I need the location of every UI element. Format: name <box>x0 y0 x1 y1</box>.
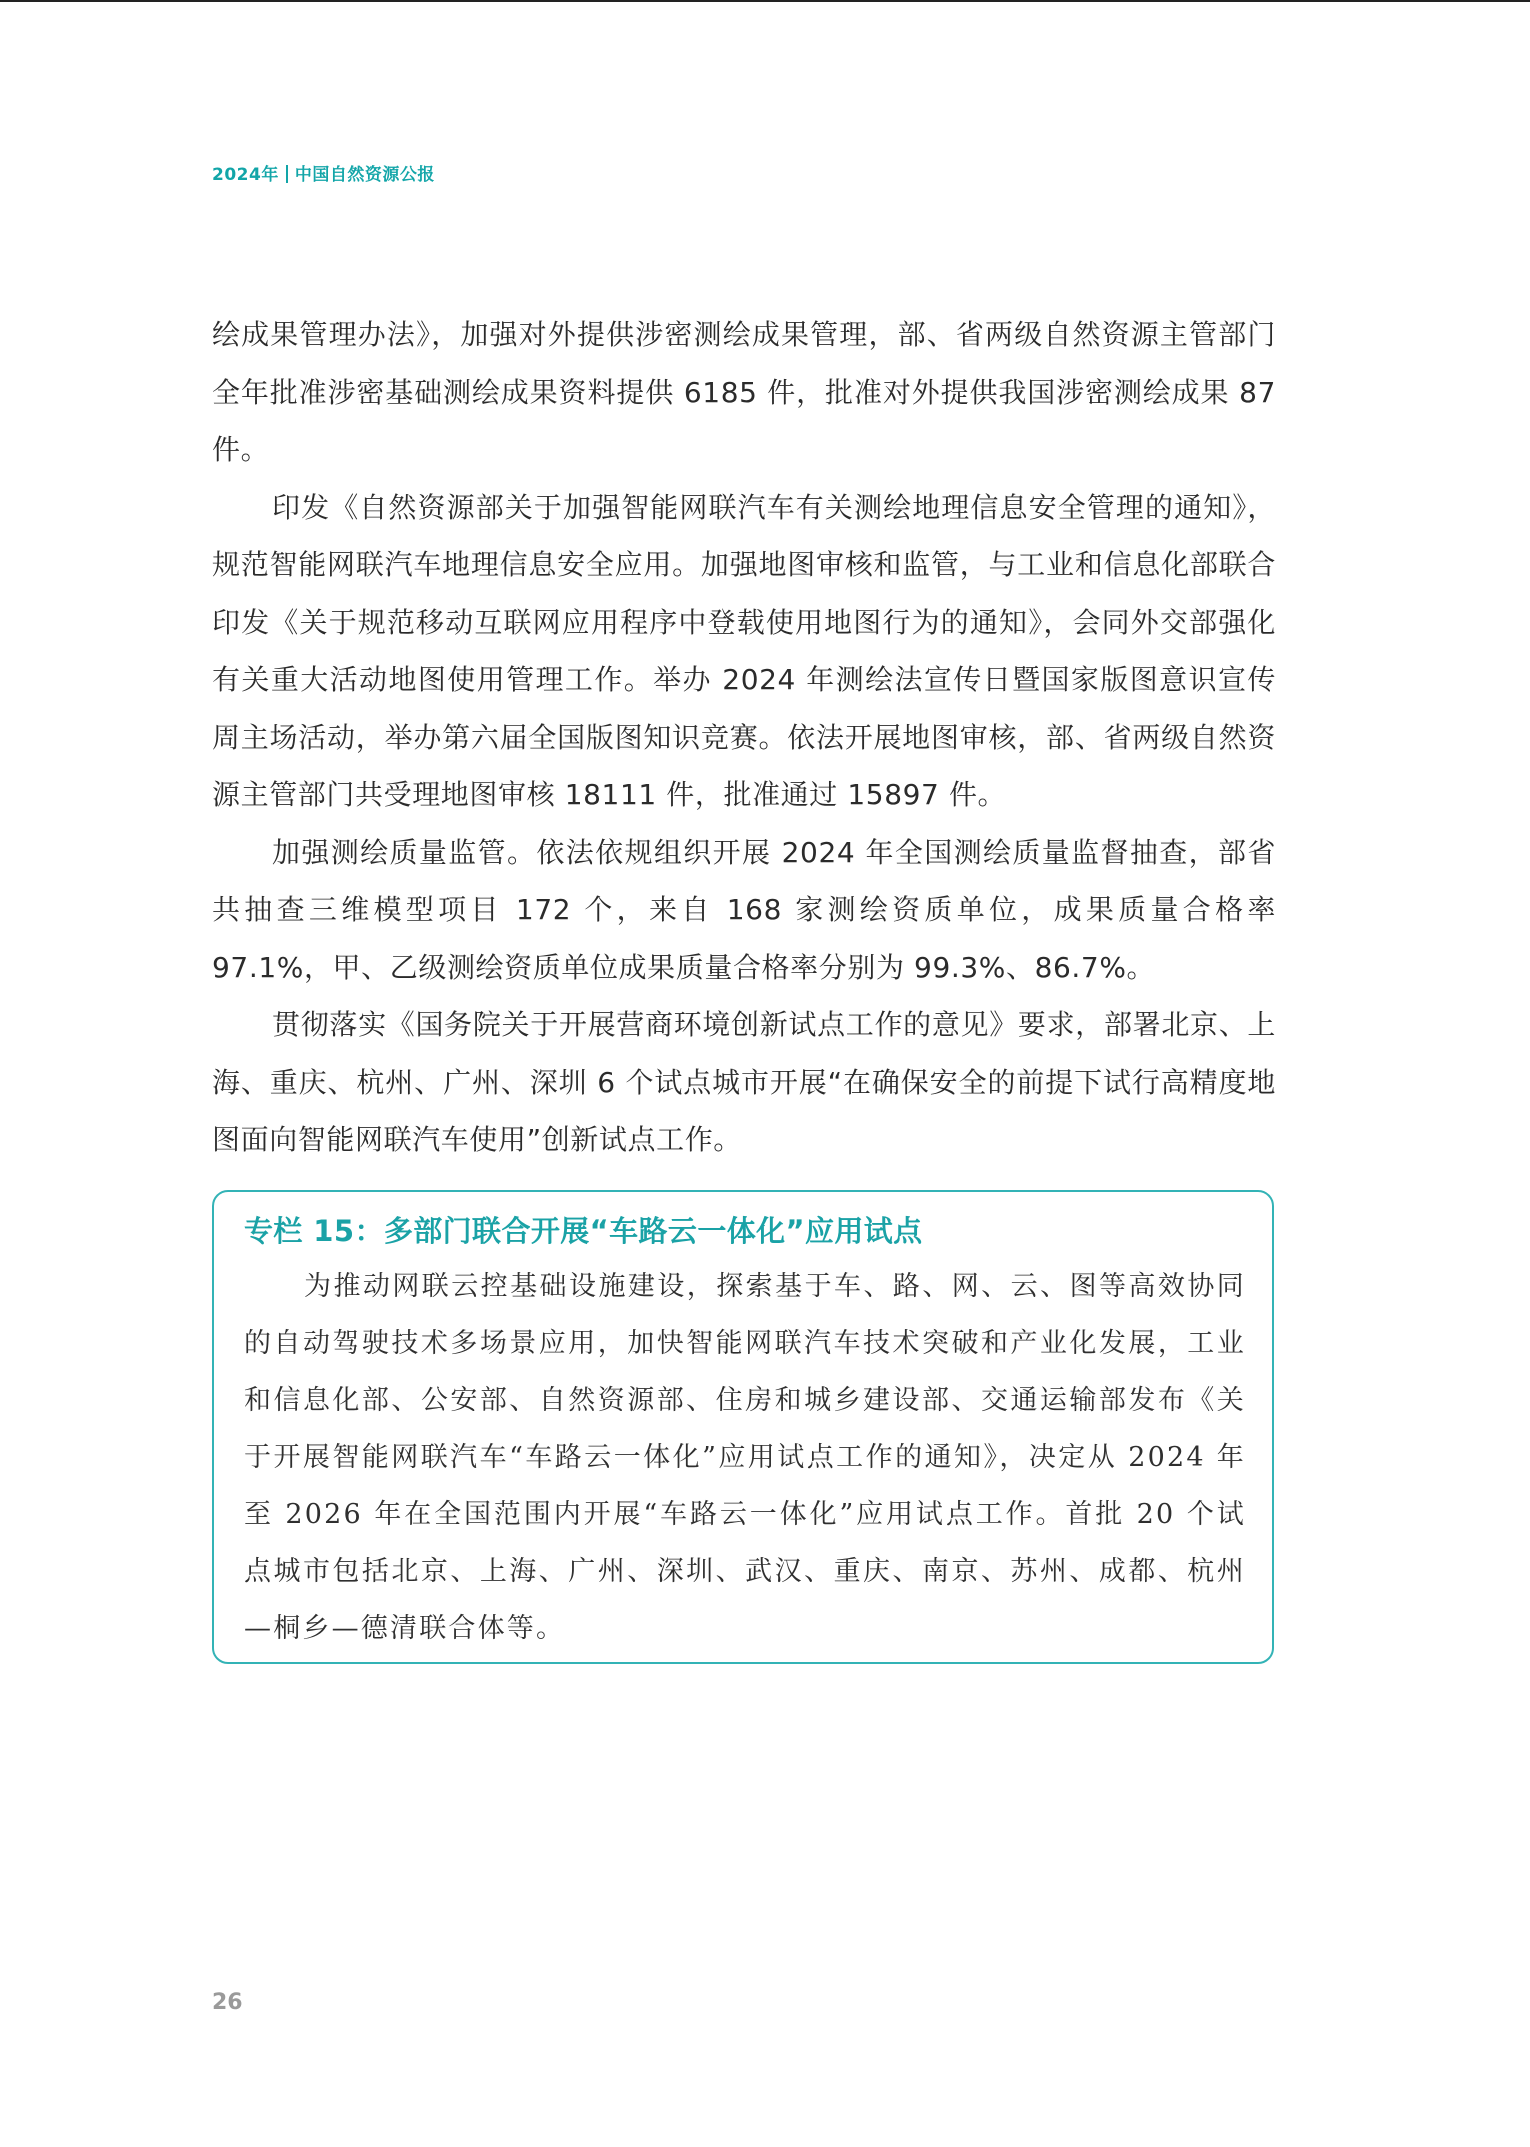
paragraph-pilot-cities: 贯彻落实《国务院关于开展营商环境创新试点工作的意见》要求，部署北京、上海、重庆、杭州、广州、深圳 6 个试点城市开展“在确保安全的前提下试行高精度地图面向智能网联汽车使用”创新试点工作。 <box>212 1008 1276 1156</box>
column-box <box>212 1190 1274 1664</box>
header-year: 2024年 <box>212 165 279 185</box>
paragraph-map-security: 印发《自然资源部关于加强智能网联汽车有关测绘地理信息安全管理的通知》，规范智能网联汽车地理信息安全应用。加强地图审核和监管，与工业和信息化部联合印发《关于规范移动互联网应用程序中登载使用地图行为的通知》，会同外交部强化有关重大活动地图使用管理工作。举办 2024 年测绘法宣传日暨国家版图意识宣传周主场活动，举办第六届全国版图知识竞赛。依法开展地图审核，部、省两级自然资源主管部门共受理地图审核 18111 件，批准通过 15897 件。 <box>212 490 1276 811</box>
body-text <box>212 306 1276 1169</box>
page-number: 26 <box>212 1990 243 2015</box>
paragraph-continued: 绘成果管理办法》，加强对外提供涉密测绘成果管理，部、省两级自然资源主管部门全年批准涉密基础测绘成果资料提供 6185 件，批准对外提供我国涉密测绘成果 87 件。 <box>212 318 1276 466</box>
top-rule <box>0 0 1530 2</box>
running-header <box>212 160 435 185</box>
column-box-title: 专栏 15：多部门联合开展“车路云一体化”应用试点 <box>244 1214 923 1248</box>
paragraph-quality-supervision: 加强测绘质量监管。依法依规组织开展 2024 年全国测绘质量监督抽查，部省共抽查三维模型项目 172 个，来自 168 家测绘资质单位，成果质量合格率 97.1%，甲、乙级测绘资质单位成果质量合格率分别为 99.3%、86.7%。 <box>212 835 1276 984</box>
column-box-text: 为推动网联云控基础设施建设，探索基于车、路、网、云、图等高效协同的自动驾驶技术多场景应用，加快智能网联汽车技术突破和产业化发展，工业和信息化部、公安部、自然资源部、住房和城乡建设部、交通运输部发布《关于开展智能网联汽车“车路云一体化”应用试点工作的通知》，决定从 2024 年至 2026 年在全国范围内开展“车路云一体化”应用试点工作。首批 20 个试点城市包括北京、上海、广州、深圳、武汉、重庆、南京、苏州、成都、杭州—桐乡—德清联合体等。 <box>244 1271 1246 1644</box>
header-separator <box>286 165 288 183</box>
header-title: 中国自然资源公报 <box>294 165 435 185</box>
